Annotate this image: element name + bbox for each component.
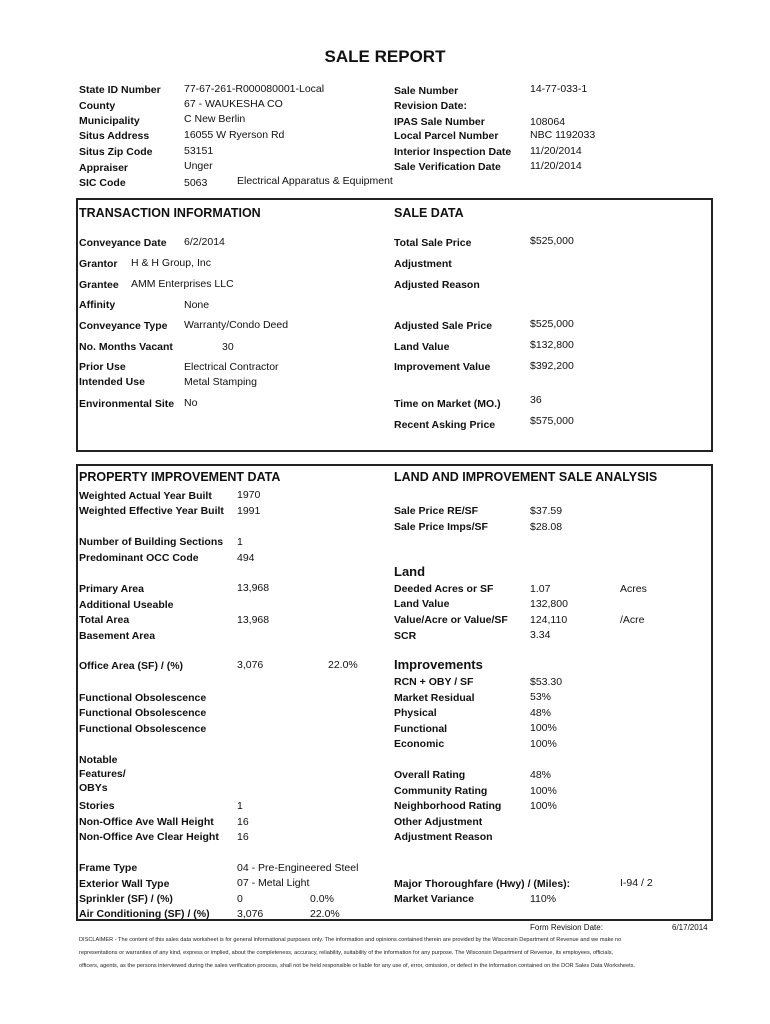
months-vacant-label: No. Months Vacant [79, 341, 173, 353]
functional-obsolescence-2: Functional Obsolescence [79, 707, 207, 719]
overall-rating-value: 48% [530, 769, 552, 781]
occ-code-label: Predominant OCC Code [79, 552, 199, 564]
neighborhood-rating-label: Neighborhood Rating [394, 800, 502, 812]
time-on-market-value: 36 [530, 394, 542, 406]
additional-useable-label: Additional Useable [79, 599, 174, 611]
sprinkler-pct: 0.0% [310, 893, 334, 905]
price-imps-sf-value: $28.08 [530, 521, 563, 533]
notable-label-2: Features/ [79, 768, 126, 780]
grantor-value: H & H Group, Inc [131, 257, 211, 269]
prior-use-label: Prior Use [79, 361, 126, 373]
local-parcel-label: Local Parcel Number [394, 130, 499, 142]
overall-rating-label: Overall Rating [394, 769, 466, 781]
deeded-acres-label: Deeded Acres or SF [394, 583, 494, 595]
appraiser-label: Appraiser [79, 162, 129, 174]
sic-code-value: 5063 [184, 177, 208, 189]
sale-number-value: 14-77-033-1 [530, 83, 588, 95]
market-residual-value: 53% [530, 691, 552, 703]
land-subheading: Land [394, 564, 426, 579]
adjustment-reason-label: Adjustment Reason [394, 831, 493, 843]
adjusted-sale-price-value: $525,000 [530, 318, 574, 330]
analysis-heading: LAND AND IMPROVEMENT SALE ANALYSIS [394, 470, 658, 484]
deeded-acres-unit: Acres [620, 583, 647, 595]
total-area-label: Total Area [79, 614, 130, 626]
form-revision-label: Form Revision Date: [530, 923, 603, 932]
scr-value: 3.34 [530, 629, 551, 641]
exterior-wall-label: Exterior Wall Type [79, 878, 170, 890]
county-label: County [79, 100, 116, 112]
sprinkler-sf: 0 [237, 893, 243, 905]
office-area-sf: 3,076 [237, 659, 264, 671]
state-id-value: 77-67-261-R000080001-Local [184, 83, 325, 95]
grantee-value: AMM Enterprises LLC [131, 278, 234, 290]
wall-height-label: Non-Office Ave Wall Height [79, 816, 214, 828]
office-area-label: Office Area (SF) / (%) [79, 660, 184, 672]
form-revision-value: 6/17/2014 [672, 923, 708, 932]
office-area-pct: 22.0% [328, 659, 358, 671]
stories-label: Stories [79, 800, 115, 812]
local-parcel-value: NBC 1192033 [530, 129, 596, 141]
functional-label: Functional [394, 723, 448, 735]
sale-verification-label: Sale Verification Date [394, 161, 501, 173]
page-title: SALE REPORT [324, 47, 446, 66]
physical-label: Physical [394, 707, 437, 719]
county-value: 67 - WAUKESHA CO [184, 98, 283, 110]
stories-value: 1 [237, 800, 243, 812]
rcn-label: RCN + OBY / SF [394, 676, 474, 688]
recent-asking-price-label: Recent Asking Price [394, 419, 496, 431]
intended-use-label: Intended Use [79, 376, 145, 388]
functional-obsolescence-3: Functional Obsolescence [79, 723, 207, 735]
ipas-label: IPAS Sale Number [394, 116, 485, 128]
community-rating-value: 100% [530, 785, 557, 797]
economic-label: Economic [394, 738, 445, 750]
ipas-value: 108064 [530, 116, 566, 128]
prior-use-value: Electrical Contractor [184, 361, 279, 373]
market-variance-value: 110% [530, 893, 557, 905]
situs-address-label: Situs Address [79, 130, 150, 142]
environmental-site-value: No [184, 397, 198, 409]
improvements-subheading: Improvements [394, 657, 483, 672]
grantor-label: Grantor [79, 258, 118, 270]
state-id-label: State ID Number [79, 84, 161, 96]
adjustment-label: Adjustment [394, 258, 452, 270]
frame-type-value: 04 - Pre-Engineered Steel [237, 862, 359, 874]
analysis-land-value: 132,800 [530, 598, 568, 610]
value-per-acre-label: Value/Acre or Value/SF [394, 614, 508, 626]
sprinkler-label: Sprinkler (SF) / (%) [79, 893, 173, 905]
municipality-value: C New Berlin [184, 113, 246, 125]
analysis-land-value-label: Land Value [394, 598, 450, 610]
conveyance-type-value: Warranty/Condo Deed [184, 319, 289, 331]
affinity-label: Affinity [79, 299, 116, 311]
functional-value: 100% [530, 722, 557, 734]
price-imps-sf-label: Sale Price Imps/SF [394, 521, 488, 533]
ac-label: Air Conditioning (SF) / (%) [79, 908, 210, 920]
thoroughfare-value: I-94 / 2 [620, 877, 653, 889]
frame-type-label: Frame Type [79, 862, 138, 874]
intended-use-value: Metal Stamping [184, 376, 257, 388]
sale-data-heading: SALE DATA [394, 206, 464, 220]
exterior-wall-value: 07 - Metal Light [237, 877, 310, 889]
primary-area-label: Primary Area [79, 583, 144, 595]
land-value-value: $132,800 [530, 339, 574, 351]
adjusted-reason-label: Adjusted Reason [394, 279, 480, 291]
basement-area-label: Basement Area [79, 630, 156, 642]
economic-value: 100% [530, 738, 557, 750]
sic-description: Electrical Apparatus & Equipment [237, 175, 393, 187]
physical-value: 48% [530, 707, 552, 719]
we-year-label: Weighted Effective Year Built [79, 505, 224, 517]
num-sections-value: 1 [237, 536, 243, 548]
thoroughfare-label: Major Thoroughfare (Hwy) / (Miles): [394, 878, 571, 890]
municipality-label: Municipality [79, 115, 140, 127]
interior-inspection-value: 11/20/2014 [530, 145, 582, 157]
conveyance-date-label: Conveyance Date [79, 237, 167, 249]
rcn-value: $53.30 [530, 676, 563, 688]
revision-date-label: Revision Date: [394, 100, 467, 112]
deeded-acres-value: 1.07 [530, 583, 551, 595]
total-sale-price-label: Total Sale Price [394, 237, 472, 249]
sic-code-label: SIC Code [79, 177, 126, 189]
months-vacant-value: 30 [222, 341, 234, 353]
sale-number-label: Sale Number [394, 85, 459, 97]
conveyance-type-label: Conveyance Type [79, 320, 168, 332]
recent-asking-price-value: $575,000 [530, 415, 574, 427]
appraiser-value: Unger [184, 160, 213, 172]
market-variance-label: Market Variance [394, 893, 474, 905]
primary-area-value: 13,968 [237, 582, 270, 594]
price-re-sf-label: Sale Price RE/SF [394, 505, 479, 517]
situs-zip-value: 53151 [184, 145, 214, 157]
adjusted-sale-price-label: Adjusted Sale Price [394, 320, 493, 332]
market-residual-label: Market Residual [394, 692, 475, 704]
neighborhood-rating-value: 100% [530, 800, 557, 812]
scr-label: SCR [394, 630, 417, 642]
clear-height-value: 16 [237, 831, 249, 843]
land-value-label: Land Value [394, 341, 450, 353]
total-sale-price-value: $525,000 [530, 235, 574, 247]
improvement-value-value: $392,200 [530, 360, 574, 372]
sale-verification-value: 11/20/2014 [530, 160, 582, 172]
wall-height-value: 16 [237, 816, 249, 828]
interior-inspection-label: Interior Inspection Date [394, 146, 512, 158]
functional-obsolescence-1: Functional Obsolescence [79, 692, 207, 704]
situs-address-value: 16055 W Ryerson Rd [184, 129, 285, 141]
num-sections-label: Number of Building Sections [79, 536, 224, 548]
notable-label-3: OBYs [79, 782, 108, 794]
wa-year-label: Weighted Actual Year Built [79, 490, 212, 502]
affinity-value: None [184, 299, 210, 311]
price-re-sf-value: $37.59 [530, 505, 563, 517]
notable-label-1: Notable [79, 754, 118, 766]
disclaimer-line-2: representations or warranties of any kind, express or implied, about the completeness, accuracy, reliability, suitability of the information for any purpose. The Wisconsin Department of Revenue, its employees, officials, [79, 950, 614, 956]
community-rating-label: Community Rating [394, 785, 488, 797]
value-per-acre-value: 124,110 [530, 614, 568, 626]
ac-sf: 3,076 [237, 908, 264, 920]
environmental-site-label: Environmental Site [79, 398, 175, 410]
total-area-value: 13,968 [237, 614, 270, 626]
time-on-market-label: Time on Market (MO.) [394, 398, 501, 410]
wa-year-value: 1970 [237, 489, 261, 501]
clear-height-label: Non-Office Ave Clear Height [79, 831, 219, 843]
we-year-value: 1991 [237, 505, 261, 517]
conveyance-date-value: 6/2/2014 [184, 236, 225, 248]
ac-pct: 22.0% [310, 908, 340, 920]
other-adjustment-label: Other Adjustment [394, 816, 483, 828]
occ-code-value: 494 [237, 552, 255, 564]
value-per-acre-unit: /Acre [620, 614, 645, 626]
improvement-value-label: Improvement Value [394, 361, 491, 373]
property-heading: PROPERTY IMPROVEMENT DATA [79, 470, 281, 484]
disclaimer-line-1: DISCLAIMER - The content of this sales data worksheet is for general informational purposes only. The information and opinions contained therein are provided by the Wisconsin Department of Revenue and we make no [79, 937, 622, 943]
transaction-heading: TRANSACTION INFORMATION [79, 206, 261, 220]
disclaimer-line-3: officers, agents, as the persons interviewed during the sales verification process, shall not be held responsible or liable for any use of, error, omission, or defect in the information contained on the DOR Sales Data Worksheets. [79, 963, 636, 969]
grantee-label: Grantee [79, 279, 119, 291]
situs-zip-label: Situs Zip Code [79, 146, 153, 158]
